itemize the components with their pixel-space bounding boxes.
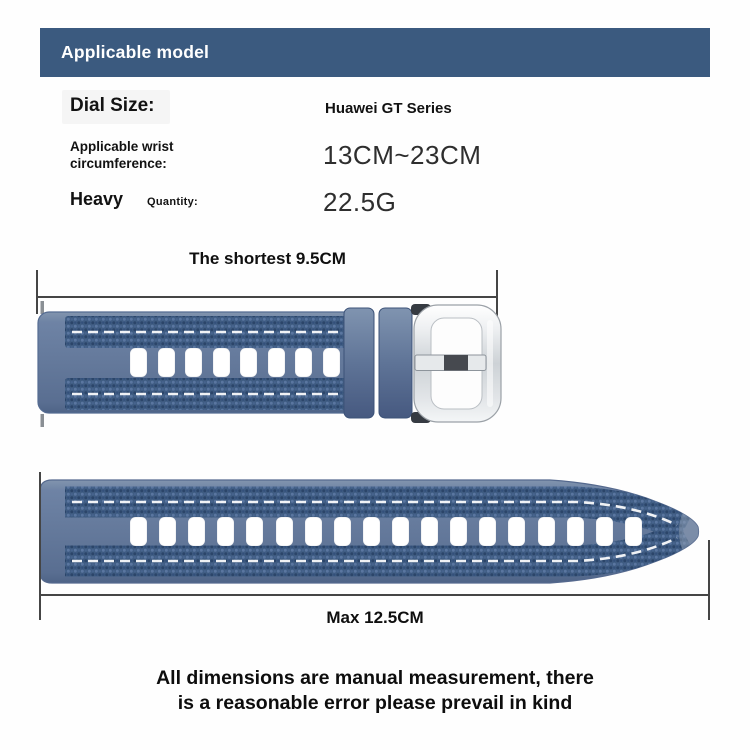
disclaimer-note [0, 666, 750, 716]
long-strap-holes [130, 517, 642, 546]
strap-hole [188, 517, 205, 546]
spring-bar-pin [41, 301, 45, 314]
long-strap-measure-tick-left [39, 472, 41, 620]
weight-label-secondary: Quantity: [147, 196, 199, 208]
weight-value: 22.5G [323, 187, 397, 217]
long-strap-measurement-label: Max 12.5CM [326, 608, 424, 627]
dial-size-value: Huawei GT Series [325, 100, 452, 117]
weight-label [70, 189, 198, 210]
strap-hole [625, 517, 642, 546]
strap-hole [392, 517, 409, 546]
strap-hole [268, 348, 285, 377]
strap-hole [334, 517, 351, 546]
dial-size-label: Dial Size: [62, 90, 170, 124]
strap-hole [323, 348, 340, 377]
section-title: Applicable model [61, 42, 210, 62]
strap-hole [217, 517, 234, 546]
long-strap-measure-line [40, 594, 710, 596]
strap-hole [479, 517, 496, 546]
weight-label-primary: Heavy [70, 189, 124, 209]
strap-hole [185, 348, 202, 377]
strap-hole [538, 517, 555, 546]
strap-hole [596, 517, 613, 546]
spring-bar-pin [41, 414, 45, 427]
strap-hole [159, 517, 176, 546]
disclaimer-line-2: is a reasonable error please prevail in kind [177, 692, 573, 714]
strap-hole [450, 517, 467, 546]
wrist-circumference-value: 13CM~23CM [323, 140, 482, 170]
buckle-pin-grip [444, 355, 468, 371]
wrist-circumference-label: Applicable wrist circumference: [70, 139, 174, 171]
strap-hole [363, 517, 380, 546]
keeper-loop [379, 308, 412, 418]
disclaimer-line-1: All dimensions are manual measurement, there [156, 667, 594, 689]
strap-hole [295, 348, 312, 377]
strap-hole [305, 517, 322, 546]
strap-tip-shading [679, 505, 705, 559]
strap-hole [246, 517, 263, 546]
short-strap-measurement-label: The shortest 9.5CM [189, 249, 346, 268]
strap-hole [130, 348, 147, 377]
strap-hole [158, 348, 175, 377]
short-strap-holes [130, 348, 340, 377]
keeper-loop [344, 308, 374, 418]
strap-hole [567, 517, 584, 546]
strap-hole [213, 348, 230, 377]
strap-hole [508, 517, 525, 546]
section-header [40, 28, 710, 77]
strap-hole [130, 517, 147, 546]
buckle-highlight [487, 320, 493, 407]
strap-hole [276, 517, 293, 546]
short-strap-measure-line [37, 296, 498, 298]
strap-hole [421, 517, 438, 546]
strap-hole [240, 348, 257, 377]
